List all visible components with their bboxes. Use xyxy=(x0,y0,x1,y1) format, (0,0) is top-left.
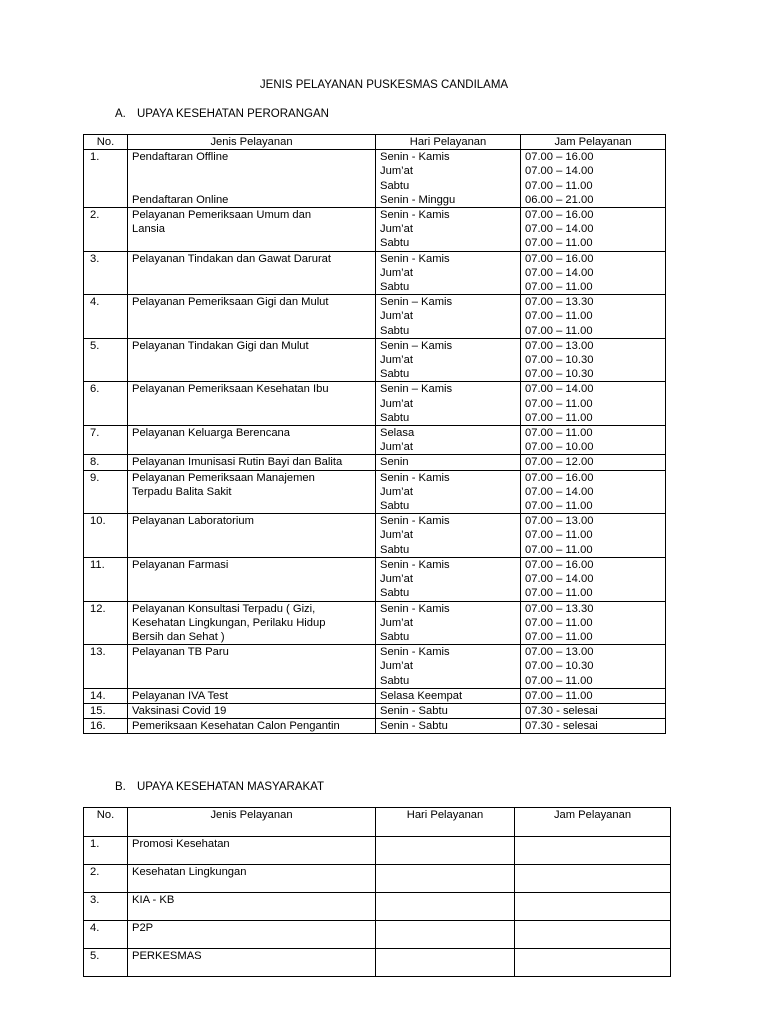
hari-line: Senin xyxy=(380,456,409,469)
table-row xyxy=(84,382,666,426)
hari-line: Sabtu xyxy=(380,674,410,687)
section-a-heading xyxy=(115,108,329,120)
cell-jam xyxy=(521,601,666,645)
row-number: 15. xyxy=(84,703,128,718)
hari-line: Sabtu xyxy=(380,237,410,250)
hari-line: Jum’at xyxy=(380,616,413,629)
section-b-heading xyxy=(115,781,324,793)
cell-jenis: Kesehatan Lingkungan xyxy=(128,865,376,893)
cell-jenis xyxy=(128,338,376,382)
cell-jam xyxy=(515,893,671,921)
cell-hari xyxy=(376,688,521,703)
table-upaya-masyarakat xyxy=(83,807,671,977)
hari-line: Jum’at xyxy=(380,266,413,279)
table-row xyxy=(84,251,666,295)
jam-line: 07.00 – 11.00 xyxy=(525,427,593,440)
cell-jenis xyxy=(128,719,376,734)
cell-jenis xyxy=(128,251,376,295)
jenis-line: Pelayanan Pemeriksaan Manajemen xyxy=(132,471,315,484)
table-row xyxy=(84,557,666,601)
jam-line: 07.30 - selesai xyxy=(525,704,598,717)
jam-line: 07.00 – 14.00 xyxy=(525,573,594,586)
cell-jam xyxy=(521,688,666,703)
cell-jenis xyxy=(128,601,376,645)
row-number: 16. xyxy=(84,719,128,734)
jam-line: 07.00 – 11.00 xyxy=(525,616,593,629)
cell-jenis xyxy=(128,514,376,558)
cell-jenis: P2P xyxy=(128,921,376,949)
jam-line: 07.00 – 11.00 xyxy=(525,543,593,556)
header-jam: Jam Pelayanan xyxy=(521,135,666,150)
cell-hari xyxy=(376,338,521,382)
jam-line: 07.00 – 14.00 xyxy=(525,223,594,236)
jenis-line: Pelayanan TB Paru xyxy=(132,646,229,659)
table-upaya-perorangan xyxy=(83,134,666,734)
table-row xyxy=(84,150,666,208)
jenis-line: Pelayanan Farmasi xyxy=(132,558,229,571)
cell-jam xyxy=(515,949,671,977)
cell-jam xyxy=(521,645,666,689)
document-title: JENIS PELAYANAN PUSKESMAS CANDILAMA xyxy=(259,79,509,91)
jam-line: 07.00 – 16.00 xyxy=(525,252,594,265)
jam-line: 07.00 – 11.00 xyxy=(525,179,593,192)
jenis-line: Pelayanan Konsultasi Terpadu ( Gizi, xyxy=(132,602,316,615)
cell-hari xyxy=(376,295,521,339)
row-number: 13. xyxy=(84,645,128,689)
hari-line: Sabtu xyxy=(380,630,410,643)
row-number: 1. xyxy=(84,837,128,865)
jam-line: 07.30 - selesai xyxy=(525,720,598,733)
cell-jenis: KIA - KB xyxy=(128,893,376,921)
jam-line: 07.00 – 11.00 xyxy=(525,310,593,323)
cell-hari xyxy=(376,921,515,949)
hari-line: Jum’at xyxy=(380,165,413,178)
jam-line: 07.00 – 16.00 xyxy=(525,151,594,164)
jam-line: 07.00 – 11.00 xyxy=(525,397,593,410)
cell-hari xyxy=(376,557,521,601)
cell-jam xyxy=(521,470,666,514)
cell-jenis xyxy=(128,150,376,208)
table-row xyxy=(84,921,671,949)
cell-jam xyxy=(521,295,666,339)
table-row xyxy=(84,295,666,339)
cell-jam xyxy=(521,514,666,558)
section-b-letter: B. xyxy=(115,781,126,793)
jam-line: 07.00 – 11.00 xyxy=(525,500,593,513)
cell-jenis xyxy=(128,645,376,689)
hari-line: Jum’at xyxy=(380,485,413,498)
jenis-line: Pendaftaran Online xyxy=(132,193,229,206)
cell-hari xyxy=(376,719,521,734)
jenis-line: Pelayanan Pemeriksaan Umum dan xyxy=(132,209,312,222)
row-number: 2. xyxy=(84,208,128,252)
cell-jenis: Promosi Kesehatan xyxy=(128,837,376,865)
section-b-title: UPAYA KESEHATAN MASYARAKAT xyxy=(137,781,325,793)
header-jenis: Jenis Pelayanan xyxy=(128,808,376,837)
row-number: 7. xyxy=(84,426,128,455)
cell-jenis xyxy=(128,703,376,718)
jam-line: 07.00 – 10.30 xyxy=(525,660,594,673)
cell-hari xyxy=(376,251,521,295)
hari-line: Jum’at xyxy=(380,223,413,236)
cell-hari xyxy=(376,455,521,470)
header-hari: Hari Pelayanan xyxy=(376,135,521,150)
cell-hari xyxy=(376,514,521,558)
jam-line: 07.00 – 13.00 xyxy=(525,646,594,659)
jenis-line: Pelayanan Tindakan Gigi dan Mulut xyxy=(132,339,309,352)
jam-line: 07.00 – 12.00 xyxy=(525,456,594,469)
cell-hari xyxy=(376,601,521,645)
hari-line: Jum’at xyxy=(380,529,413,542)
hari-line: Senin - Sabtu xyxy=(380,720,448,733)
jam-line: 07.00 – 11.00 xyxy=(525,237,593,250)
header-no: No. xyxy=(84,808,128,837)
hari-line: Senin - Kamis xyxy=(380,558,450,571)
jam-line: 07.00 – 14.00 xyxy=(525,266,594,279)
row-number: 11. xyxy=(84,557,128,601)
cell-jam xyxy=(515,921,671,949)
hari-line: Jum’at xyxy=(380,441,413,454)
hari-line: Senin - Sabtu xyxy=(380,704,448,717)
cell-jenis: PERKESMAS xyxy=(128,949,376,977)
table-a-body xyxy=(84,150,666,734)
cell-hari xyxy=(376,382,521,426)
cell-jenis xyxy=(128,295,376,339)
jenis-line: Pelayanan Laboratorium xyxy=(132,515,254,528)
cell-jenis xyxy=(128,455,376,470)
cell-jam xyxy=(521,338,666,382)
table-row xyxy=(84,837,671,865)
jenis-line: Pelayanan Pemeriksaan Gigi dan Mulut xyxy=(132,296,329,309)
cell-hari xyxy=(376,645,521,689)
jam-line: 07.00 – 16.00 xyxy=(525,558,594,571)
hari-line: Jum’at xyxy=(380,660,413,673)
jenis-line: Pelayanan Keluarga Berencana xyxy=(132,427,290,440)
cell-jam xyxy=(521,251,666,295)
cell-hari xyxy=(376,470,521,514)
row-number: 10. xyxy=(84,514,128,558)
jenis-line: Pelayanan Imunisasi Rutin Bayi dan Balita xyxy=(132,456,343,469)
cell-jam xyxy=(521,426,666,455)
table-row xyxy=(84,865,671,893)
jam-line: 07.00 – 11.00 xyxy=(525,674,593,687)
row-number: 6. xyxy=(84,382,128,426)
jenis-line: Pemeriksaan Kesehatan Calon Pengantin xyxy=(132,720,340,733)
table-row xyxy=(84,719,666,734)
row-number: 5. xyxy=(84,338,128,382)
hari-line: Senin - Kamis xyxy=(380,151,450,164)
jenis-line xyxy=(132,179,371,193)
jam-line: 07.00 – 11.00 xyxy=(525,411,593,424)
jenis-line: Bersih dan Sehat ) xyxy=(132,630,225,643)
jenis-line: Vaksinasi Covid 19 xyxy=(132,704,227,717)
hari-line: Senin - Kamis xyxy=(380,471,450,484)
jam-line: 07.00 – 11.00 xyxy=(525,630,593,643)
cell-jam xyxy=(521,719,666,734)
jenis-line: Kesehatan Lingkungan, Perilaku Hidup xyxy=(132,616,326,629)
hari-line: Sabtu xyxy=(380,281,410,294)
jam-line: 07.00 – 14.00 xyxy=(525,485,594,498)
row-number: 5. xyxy=(84,949,128,977)
jam-line: 07.00 – 13.00 xyxy=(525,515,594,528)
header-jenis: Jenis Pelayanan xyxy=(128,135,376,150)
hari-line: Sabtu xyxy=(380,411,410,424)
hari-line: Sabtu xyxy=(380,368,410,381)
hari-line: Sabtu xyxy=(380,543,410,556)
cell-jenis xyxy=(128,557,376,601)
jenis-line: Pelayanan Pemeriksaan Kesehatan Ibu xyxy=(132,383,329,396)
cell-hari xyxy=(376,837,515,865)
section-a-title: UPAYA KESEHATAN PERORANGAN xyxy=(137,108,329,120)
jenis-line: Pelayanan IVA Test xyxy=(132,689,228,702)
cell-jam xyxy=(515,865,671,893)
row-number: 4. xyxy=(84,921,128,949)
table-row xyxy=(84,601,666,645)
jenis-line: Pelayanan Tindakan dan Gawat Darurat xyxy=(132,252,332,265)
row-number: 14. xyxy=(84,688,128,703)
row-number: 9. xyxy=(84,470,128,514)
table-row xyxy=(84,514,666,558)
hari-line: Senin - Minggu xyxy=(380,193,456,206)
jam-line: 07.00 – 10.00 xyxy=(525,441,594,454)
table-row xyxy=(84,645,666,689)
cell-jam xyxy=(521,455,666,470)
cell-jenis xyxy=(128,208,376,252)
cell-jam xyxy=(521,557,666,601)
jam-line: 07.00 – 11.00 xyxy=(525,529,593,542)
table-row xyxy=(84,455,666,470)
jam-line: 07.00 – 16.00 xyxy=(525,471,594,484)
section-a-letter: A. xyxy=(115,108,126,120)
table-row xyxy=(84,893,671,921)
cell-jam xyxy=(521,150,666,208)
hari-line: Sabtu xyxy=(380,324,410,337)
cell-hari xyxy=(376,208,521,252)
hari-line: Selasa Keempat xyxy=(380,689,463,702)
jam-line: 07.00 – 11.00 xyxy=(525,587,593,600)
table-b-body xyxy=(84,837,671,977)
hari-line: Jum’at xyxy=(380,573,413,586)
hari-line: Sabtu xyxy=(380,500,410,513)
hari-line: Jum’at xyxy=(380,397,413,410)
hari-line: Jum’at xyxy=(380,310,413,323)
hari-line: Sabtu xyxy=(380,587,410,600)
cell-jenis xyxy=(128,688,376,703)
table-row xyxy=(84,703,666,718)
jam-line: 07.00 – 13.30 xyxy=(525,296,594,309)
jam-line: 07.00 – 14.00 xyxy=(525,165,594,178)
hari-line: Senin - Kamis xyxy=(380,646,450,659)
row-number: 2. xyxy=(84,865,128,893)
header-hari: Hari Pelayanan xyxy=(376,808,515,837)
jam-line: 07.00 – 10.30 xyxy=(525,368,594,381)
row-number: 8. xyxy=(84,455,128,470)
hari-line: Senin – Kamis xyxy=(380,339,453,352)
jam-line: 07.00 – 10.30 xyxy=(525,354,594,367)
cell-hari xyxy=(376,893,515,921)
cell-jenis xyxy=(128,382,376,426)
jenis-line: Lansia xyxy=(132,223,165,236)
hari-line: Selasa xyxy=(380,427,415,440)
cell-jenis xyxy=(128,426,376,455)
cell-jenis xyxy=(128,470,376,514)
row-number: 1. xyxy=(84,150,128,208)
cell-jam xyxy=(515,837,671,865)
hari-line: Senin - Kamis xyxy=(380,252,450,265)
jam-line: 07.00 – 13.00 xyxy=(525,339,594,352)
table-a-header-row xyxy=(84,135,666,150)
cell-jam xyxy=(521,703,666,718)
table-row xyxy=(84,338,666,382)
hari-line: Senin - Kamis xyxy=(380,515,450,528)
table-row xyxy=(84,470,666,514)
cell-hari xyxy=(376,426,521,455)
hari-line: Jum’at xyxy=(380,354,413,367)
table-row xyxy=(84,426,666,455)
jam-line: 07.00 – 11.00 xyxy=(525,324,593,337)
jam-line: 07.00 – 11.00 xyxy=(525,689,593,702)
table-b-header-row xyxy=(84,808,671,837)
hari-line: Senin - Kamis xyxy=(380,602,450,615)
cell-jam xyxy=(521,382,666,426)
cell-hari xyxy=(376,949,515,977)
header-no: No. xyxy=(84,135,128,150)
jam-line: 07.00 – 11.00 xyxy=(525,281,593,294)
cell-hari xyxy=(376,150,521,208)
hari-line: Senin – Kamis xyxy=(380,296,453,309)
jenis-line: Pendaftaran Offline xyxy=(132,151,229,164)
cell-jam xyxy=(521,208,666,252)
table-row xyxy=(84,949,671,977)
row-number: 4. xyxy=(84,295,128,339)
jam-line: 07.00 – 16.00 xyxy=(525,209,594,222)
jam-line: 06.00 – 21.00 xyxy=(525,193,594,206)
jenis-line: Terpadu Balita Sakit xyxy=(132,485,232,498)
jam-line: 07.00 – 13.30 xyxy=(525,602,594,615)
jenis-line xyxy=(132,164,371,178)
row-number: 3. xyxy=(84,893,128,921)
table-row xyxy=(84,208,666,252)
cell-hari xyxy=(376,703,521,718)
row-number: 12. xyxy=(84,601,128,645)
jam-line: 07.00 – 14.00 xyxy=(525,383,594,396)
hari-line: Senin - Kamis xyxy=(380,209,450,222)
hari-line: Sabtu xyxy=(380,179,410,192)
hari-line: Senin – Kamis xyxy=(380,383,453,396)
table-row xyxy=(84,688,666,703)
cell-hari xyxy=(376,865,515,893)
header-jam: Jam Pelayanan xyxy=(515,808,671,837)
row-number: 3. xyxy=(84,251,128,295)
